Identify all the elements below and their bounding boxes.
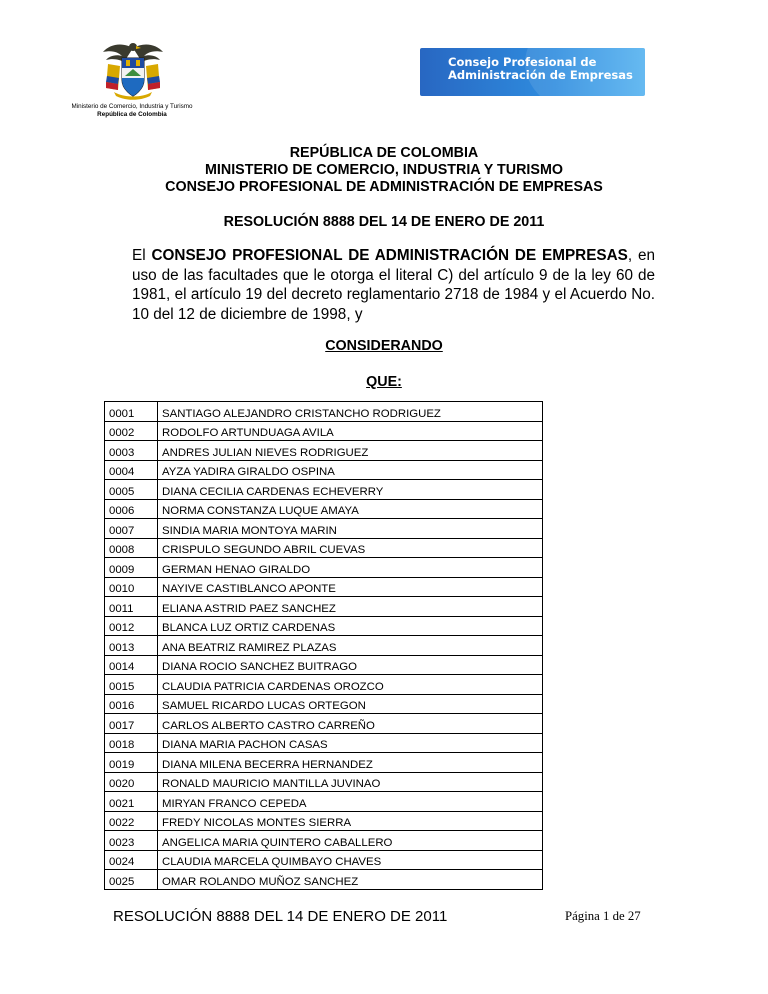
member-code: 0017 <box>105 714 158 734</box>
logo-line-1: Consejo Profesional de <box>448 55 597 69</box>
table-row <box>105 831 543 851</box>
intro-text: , en uso de las facultades que le otorga el literal C) del artículo 9 de la ley 60 de 1981, el artículo 19 del decreto reglamentario 2718 de 1984 y el Acuerdo No. 10 del 12 de diciembre de 1998, y <box>132 247 655 323</box>
table-row <box>105 655 543 675</box>
table-row <box>105 850 543 870</box>
member-code: 0006 <box>105 499 158 519</box>
que-heading: QUE: <box>366 374 402 390</box>
member-name: DIANA MARIA PACHON CASAS <box>158 733 543 753</box>
member-name: SAMUEL RICARDO LUCAS ORTEGON <box>158 694 543 714</box>
member-code: 0005 <box>105 480 158 500</box>
table-row <box>105 577 543 597</box>
member-code: 0019 <box>105 753 158 773</box>
member-code: 0025 <box>105 870 158 890</box>
member-code: 0014 <box>105 655 158 675</box>
member-code: 0024 <box>105 850 158 870</box>
table-row <box>105 870 543 890</box>
cpae-logo <box>420 48 645 96</box>
member-code: 0023 <box>105 831 158 851</box>
member-code: 0018 <box>105 733 158 753</box>
member-name: SINDIA MARIA MONTOYA MARIN <box>158 519 543 539</box>
country-name: República de Colombia <box>97 111 167 118</box>
ministry-caption <box>66 103 198 119</box>
table-row <box>105 694 543 714</box>
member-name: RONALD MAURICIO MANTILLA JUVINAO <box>158 772 543 792</box>
member-name: CRISPULO SEGUNDO ABRIL CUEVAS <box>158 538 543 558</box>
table-row <box>105 675 543 695</box>
table-row <box>105 597 543 617</box>
member-code: 0011 <box>105 597 158 617</box>
table-row <box>105 558 543 578</box>
member-name: CLAUDIA PATRICIA CARDENAS OROZCO <box>158 675 543 695</box>
considerando-heading: CONSIDERANDO <box>325 338 443 354</box>
table-row <box>105 519 543 539</box>
member-name: NORMA CONSTANZA LUQUE AMAYA <box>158 499 543 519</box>
resolution-title: RESOLUCIÓN 8888 DEL 14 DE ENERO DE 2011 <box>223 214 545 230</box>
member-code: 0009 <box>105 558 158 578</box>
coat-of-arms-icon <box>100 38 166 102</box>
ministry-name: Ministerio de Comercio, Industria y Turismo <box>71 103 193 110</box>
member-code: 0021 <box>105 792 158 812</box>
intro-council-name: CONSEJO PROFESIONAL DE ADMINISTRACIÓN DE EMPRESAS <box>151 247 628 264</box>
heading-line-3: CONSEJO PROFESIONAL DE ADMINISTRACIÓN DE EMPRESAS <box>165 179 603 195</box>
member-code: 0012 <box>105 616 158 636</box>
table-row <box>105 499 543 519</box>
member-code: 0002 <box>105 421 158 441</box>
table-row <box>105 811 543 831</box>
heading-line-2: MINISTERIO DE COMERCIO, INDUSTRIA Y TURISMO <box>205 162 563 178</box>
member-name: BLANCA LUZ ORTIZ CARDENAS <box>158 616 543 636</box>
page-number: Página 1 de 27 <box>565 909 641 923</box>
table-row <box>105 402 543 422</box>
table-row <box>105 616 543 636</box>
table-row <box>105 714 543 734</box>
member-name: NAYIVE CASTIBLANCO APONTE <box>158 577 543 597</box>
member-code: 0022 <box>105 811 158 831</box>
member-code: 0015 <box>105 675 158 695</box>
member-name: ANA BEATRIZ RAMIREZ PLAZAS <box>158 636 543 656</box>
table-row <box>105 792 543 812</box>
member-code: 0013 <box>105 636 158 656</box>
member-code: 0001 <box>105 402 158 422</box>
table-row <box>105 753 543 773</box>
intro-prefix: El <box>132 247 152 264</box>
member-code: 0007 <box>105 519 158 539</box>
member-code: 0016 <box>105 694 158 714</box>
table-row <box>105 772 543 792</box>
member-name: ELIANA ASTRID PAEZ SANCHEZ <box>158 597 543 617</box>
member-name: ANGELICA MARIA QUINTERO CABALLERO <box>158 831 543 851</box>
table-row <box>105 480 543 500</box>
member-name: FREDY NICOLAS MONTES SIERRA <box>158 811 543 831</box>
heading-line-1: REPÚBLICA DE COLOMBIA <box>289 145 479 161</box>
member-name: CLAUDIA MARCELA QUIMBAYO CHAVES <box>158 850 543 870</box>
table-row <box>105 441 543 461</box>
member-name: GERMAN HENAO GIRALDO <box>158 558 543 578</box>
member-name: OMAR ROLANDO MUÑOZ SANCHEZ <box>158 870 543 890</box>
table-row <box>105 421 543 441</box>
footer-resolution: RESOLUCIÓN 8888 DEL 14 DE ENERO DE 2011 <box>113 908 448 925</box>
member-code: 0003 <box>105 441 158 461</box>
table-row <box>105 636 543 656</box>
member-name: AYZA YADIRA GIRALDO OSPINA <box>158 460 543 480</box>
member-code: 0010 <box>105 577 158 597</box>
member-name: DIANA MILENA BECERRA HERNANDEZ <box>158 753 543 773</box>
member-code: 0008 <box>105 538 158 558</box>
document-heading <box>0 145 768 196</box>
member-name: CARLOS ALBERTO CASTRO CARREÑO <box>158 714 543 734</box>
member-name: DIANA CECILIA CARDENAS ECHEVERRY <box>158 480 543 500</box>
member-name: ANDRES JULIAN NIEVES RODRIGUEZ <box>158 441 543 461</box>
member-code: 0020 <box>105 772 158 792</box>
members-table <box>104 401 543 890</box>
table-row <box>105 733 543 753</box>
intro-paragraph <box>132 246 655 324</box>
member-name: RODOLFO ARTUNDUAGA AVILA <box>158 421 543 441</box>
member-code: 0004 <box>105 460 158 480</box>
table-row <box>105 460 543 480</box>
member-name: SANTIAGO ALEJANDRO CRISTANCHO RODRIGUEZ <box>158 402 543 422</box>
logo-line-2: Administración de Empresas <box>448 68 633 82</box>
member-name: DIANA ROCIO SANCHEZ BUITRAGO <box>158 655 543 675</box>
member-name: MIRYAN FRANCO CEPEDA <box>158 792 543 812</box>
table-row <box>105 538 543 558</box>
